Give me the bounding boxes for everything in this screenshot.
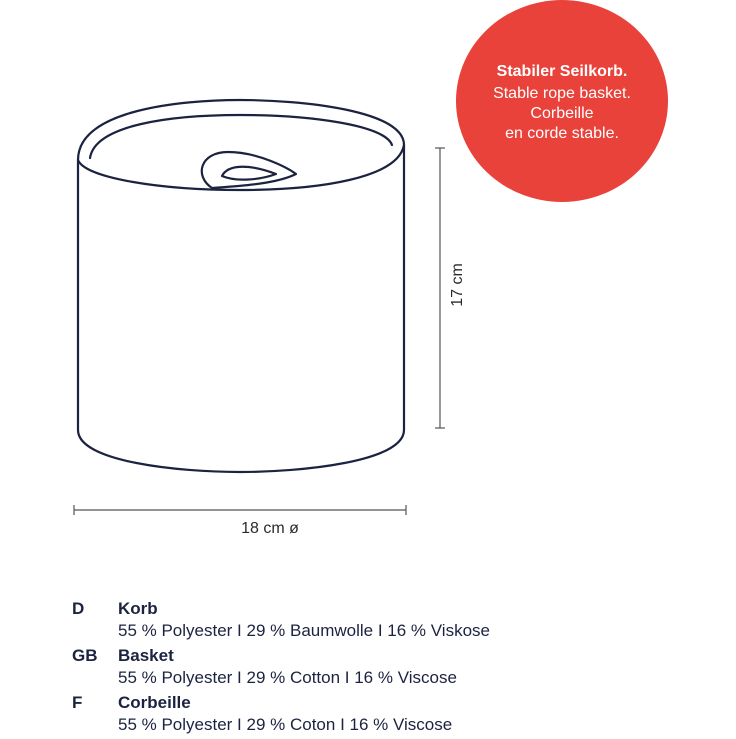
material-composition: 55 % Polyester I 29 % Cotton I 16 % Viscose xyxy=(118,668,457,687)
material-row xyxy=(72,692,672,736)
language-code: F xyxy=(72,693,83,712)
basket-bottom xyxy=(78,430,404,472)
material-composition: 55 % Polyester I 29 % Baumwolle I 16 % Viskose xyxy=(118,621,490,640)
height-label: 17 cm xyxy=(449,263,466,307)
badge-text-fr-1: Corbeille xyxy=(530,105,594,122)
material-row xyxy=(72,645,672,689)
badge-text-fr-2: en corde stable. xyxy=(505,125,619,142)
basket-rim-inner xyxy=(90,115,392,158)
basket-handle xyxy=(202,152,296,188)
material-composition: 55 % Polyester I 29 % Coton I 16 % Viscose xyxy=(118,715,453,734)
basket-rim-outer xyxy=(78,100,404,160)
badge-text-de: Stabiler Seilkorb. xyxy=(496,63,628,80)
feature-badge xyxy=(456,0,668,202)
material-name: Corbeille xyxy=(118,693,191,712)
materials-list xyxy=(72,598,672,739)
material-name: Korb xyxy=(118,599,158,618)
badge-text-en: Stable rope basket. xyxy=(493,85,631,102)
language-code: GB xyxy=(72,646,98,665)
material-name: Basket xyxy=(118,646,174,665)
basket-handle-slot xyxy=(222,167,276,180)
width-label: 18 cm ø xyxy=(241,520,299,537)
language-code: D xyxy=(72,599,85,618)
material-row xyxy=(72,598,672,642)
